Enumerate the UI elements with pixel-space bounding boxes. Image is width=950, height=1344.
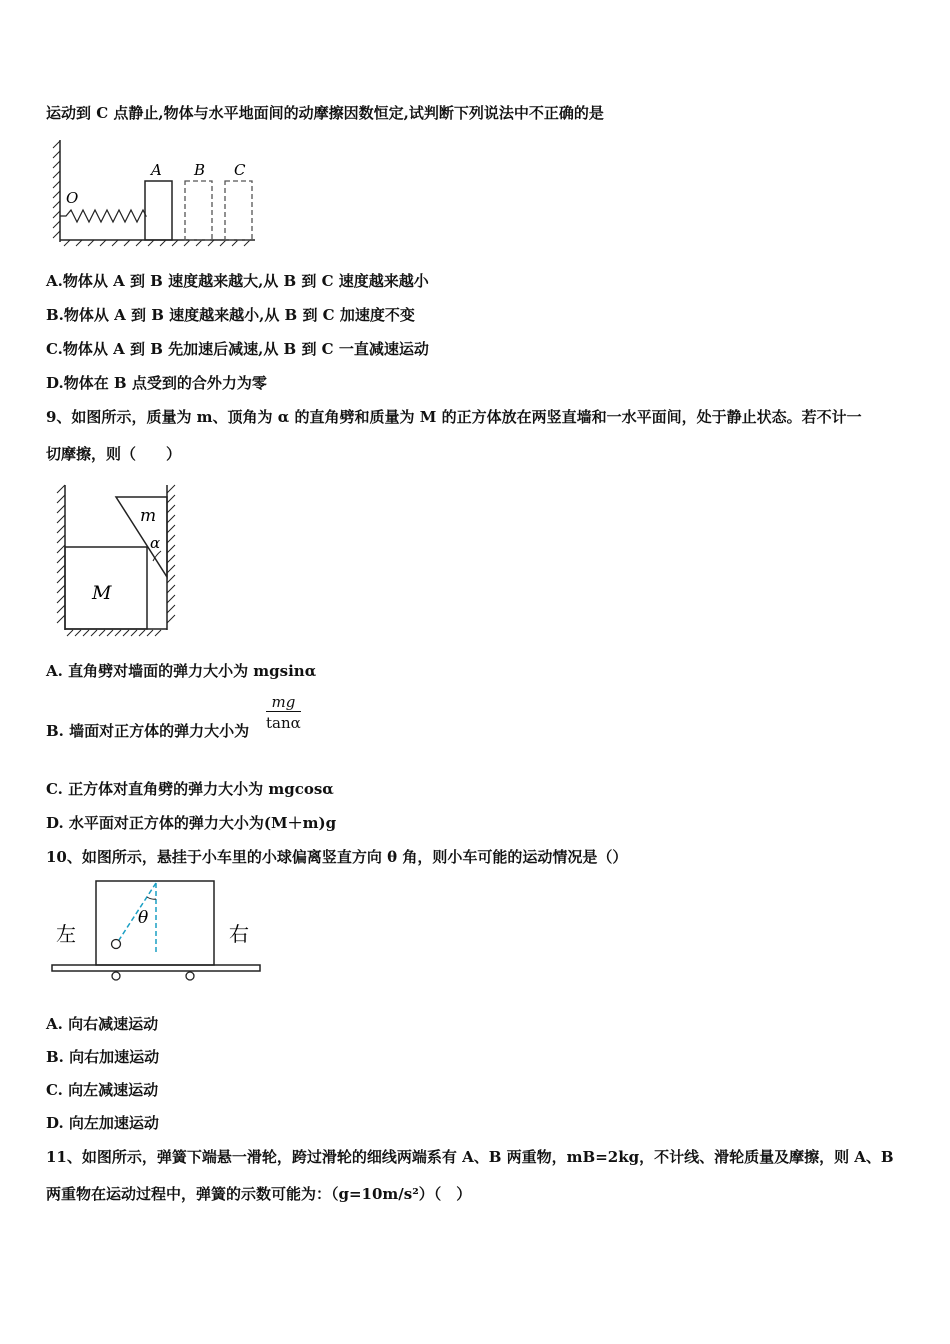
q8-option-c: C.物体从 A 到 B 先加速后减速,从 B 到 C 一直减速运动 — [46, 340, 429, 358]
q9-option-a: A. 直角劈对墙面的弹力大小为 mgsinα — [46, 662, 317, 680]
q9-option-d: D. 水平面对正方体的弹力大小为(M＋m)g — [46, 814, 337, 832]
fraction-numerator: mg — [266, 693, 301, 712]
q10-option-d: D. 向左加速运动 — [46, 1114, 159, 1132]
label-alpha: α — [150, 534, 161, 552]
label-right: 右 — [229, 922, 249, 946]
cart-platform — [52, 965, 260, 971]
spring-icon — [60, 210, 146, 222]
label-c: C — [234, 161, 246, 179]
block-b — [185, 181, 212, 240]
q9-stem-line2: 切摩擦，则（ ） — [46, 445, 182, 463]
label-a: A — [151, 161, 162, 179]
cart-body — [96, 881, 214, 965]
q8-spring-figure — [50, 138, 265, 248]
q8-option-d: D.物体在 B 点受到的合外力为零 — [46, 374, 267, 392]
label-cube: M — [92, 582, 112, 604]
q9-stem-line1: 9、如图所示，质量为 m、顶角为 α 的直角劈和质量为 M 的正方体放在两竖直墙和一水平面间，处于静止状态。若不计一 — [46, 408, 862, 426]
fraction-denominator: tanα — [266, 714, 301, 732]
q11-stem-line1: 11、如图所示，弹簧下端悬一滑轮，跨过滑轮的细线两端系有 A、B 两重物，mB=2kg，不计线、滑轮质量及摩擦，则 A、B — [46, 1148, 894, 1166]
label-b: B — [194, 161, 206, 179]
q9-option-b: B. 墙面对正方体的弹力大小为 — [46, 722, 250, 740]
block-a — [145, 181, 172, 240]
q8-stem: 运动到 C 点静止,物体与水平地面间的动摩擦因数恒定,试判断下列说法中不正确的是 — [46, 104, 604, 122]
q10-option-c: C. 向左减速运动 — [46, 1081, 159, 1099]
label-o: O — [66, 189, 79, 207]
label-wedge: m — [140, 506, 157, 526]
q9-wedge-figure — [52, 483, 184, 639]
q10-cart-figure — [48, 877, 264, 985]
q11-stem-line2: 两重物在运动过程中，弹簧的示数可能为：（g=10m/s²）（ ） — [46, 1185, 472, 1203]
wheel-icon — [112, 972, 120, 980]
q9-option-b-fraction — [266, 693, 301, 732]
q10-option-b: B. 向右加速运动 — [46, 1048, 160, 1066]
label-left: 左 — [56, 922, 76, 946]
q8-option-a: A.物体从 A 到 B 速度越来越大,从 B 到 C 速度越来越小 — [46, 272, 429, 290]
block-c — [225, 181, 252, 240]
q10-stem: 10、如图所示，悬挂于小车里的小球偏离竖直方向 θ 角，则小车可能的运动情况是（） — [46, 848, 628, 866]
ball-icon — [112, 940, 121, 949]
q8-option-b: B.物体从 A 到 B 速度越来越小,从 B 到 C 加速度不变 — [46, 306, 415, 324]
q9-option-c: C. 正方体对直角劈的弹力大小为 mgcosα — [46, 780, 334, 798]
q10-option-a: A. 向右减速运动 — [46, 1015, 159, 1033]
wheel-icon — [186, 972, 194, 980]
label-theta: θ — [138, 908, 149, 928]
